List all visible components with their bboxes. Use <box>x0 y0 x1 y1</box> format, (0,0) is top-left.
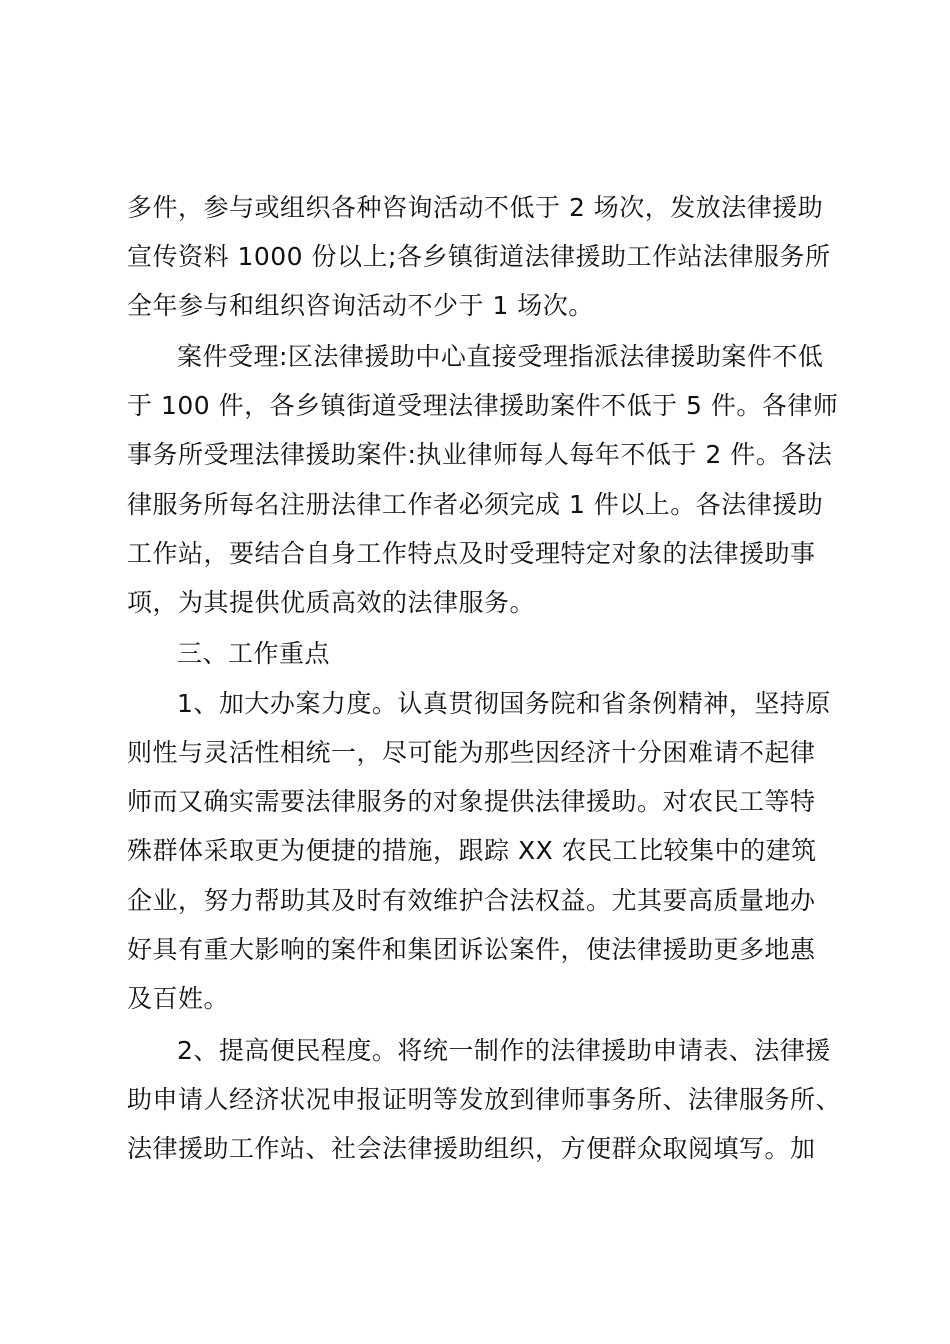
text-line: 全年参与和组织咨询活动不少于 1 场次。 <box>127 291 594 320</box>
section-heading: 三、工作重点 <box>177 639 331 668</box>
text-line: 法律援助工作站、社会法律援助组织，方便群众取阅填写。加 <box>127 1134 816 1163</box>
text-line: 宣传资料 1000 份以上;各乡镇街道法律援助工作站法律服务所 <box>127 242 831 271</box>
text-line: 助申请人经济状况申报证明等发放到律师事务所、法律服务所、 <box>127 1085 842 1114</box>
text-line: 殊群体采取更为便捷的措施，跟踪 XX 农民工比较集中的建筑 <box>127 836 817 865</box>
text-line: 多件，参与或组织各种咨询活动不低于 2 场次，发放法律援助 <box>127 193 824 222</box>
text-line: 于 100 件，各乡镇街道受理法律援助案件不低于 5 件。各律师 <box>127 391 839 420</box>
text-line: 及百姓。 <box>127 984 230 1013</box>
text-line: 项，为其提供优质高效的法律服务。 <box>127 588 536 617</box>
text-line: 企业，努力帮助其及时有效维护合法权益。尤其要高质量地办 <box>127 886 816 915</box>
text-line: 师而又确实需要法律服务的对象提供法律援助。对农民工等特 <box>127 787 816 816</box>
paragraph-start-line: 2、提高便民程度。将统一制作的法律援助申请表、法律援 <box>177 1036 831 1065</box>
text-line: 律服务所每名注册法律工作者必须完成 1 件以上。各法律援助 <box>127 490 824 519</box>
text-line: 事务所受理法律援助案件:执业律师每人每年不低于 2 件。各法 <box>127 440 833 469</box>
text-line: 工作站，要结合自身工作特点及时受理特定对象的法律援助事 <box>127 539 816 568</box>
text-line: 好具有重大影响的案件和集团诉讼案件，使法律援助更多地惠 <box>127 935 816 964</box>
text-line: 则性与灵活性相统一，尽可能为那些因经济十分困难请不起律 <box>127 738 816 767</box>
paragraph-start-line: 案件受理:区法律援助中心直接受理指派法律援助案件不低 <box>177 342 824 371</box>
paragraph-start-line: 1、加大办案力度。认真贯彻国务院和省条例精神，坚持原 <box>177 689 831 718</box>
